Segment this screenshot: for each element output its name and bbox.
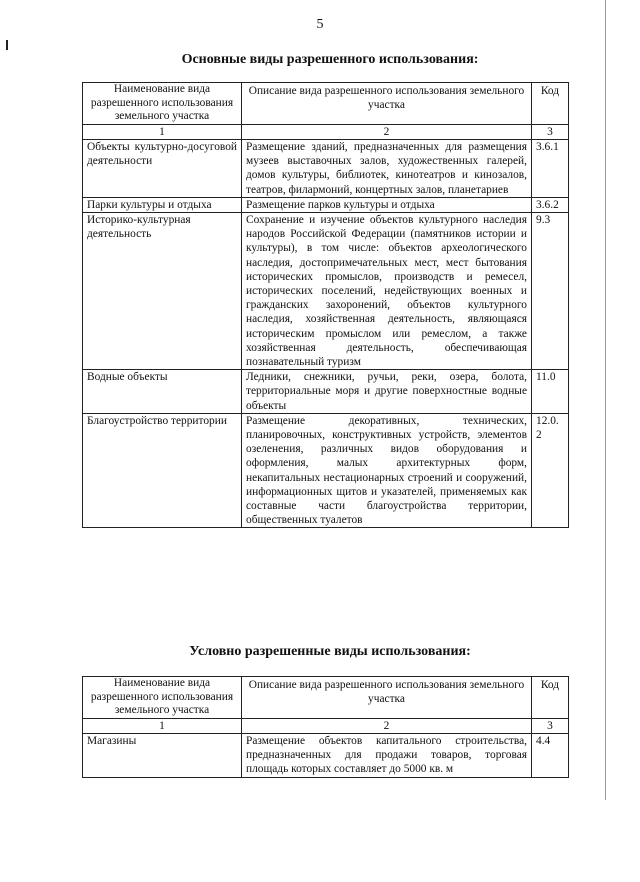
row-description: Сохранение и изучение объектов культурного наследия народов Российской Федерации (памятников истории и культуры), в том числе: объектов археологического наследия, достопримечательных мест, мест бытования исторических промыслов, производств и ремесел, исторических поселений, недействующих военных и гражданских захоронений, объектов культурного наследия, хозяйственная деятельность, являющаяся историческим промыслом или ремеслом, а также хозяйственная деятельность, обеспечивающая познавательный туризм: [242, 213, 532, 370]
scan-artifact-left: [6, 40, 8, 50]
row-code: 3.6.2: [532, 197, 569, 212]
table-row: [83, 213, 569, 370]
row-name: Объекты культурно-досуговой деятельности: [83, 139, 242, 197]
column-number: 1: [83, 124, 242, 139]
header-name: Наименование вида разрешенного использования земельного участка: [83, 677, 242, 719]
section-title-conditional: Условно разрешенные виды использования:: [189, 644, 471, 659]
header-code: Код: [532, 83, 569, 125]
row-name: Магазины: [83, 733, 242, 777]
scan-artifact-right: [605, 0, 606, 800]
column-number: 3: [532, 718, 569, 733]
main-uses-table: [82, 82, 569, 528]
row-code: 4.4: [532, 733, 569, 777]
column-number: 2: [242, 124, 532, 139]
row-name: Парки культуры и отдыха: [83, 197, 242, 212]
column-number-row: [83, 718, 569, 733]
header-name: Наименование вида разрешенного использования земельного участка: [83, 83, 242, 125]
column-number: 1: [83, 718, 242, 733]
header-description: Описание вида разрешенного использования земельного участка: [242, 677, 532, 719]
row-description: Размещение парков культуры и отдыха: [242, 197, 532, 212]
row-name: Историко-культурная деятельность: [83, 213, 242, 370]
table-row: [83, 139, 569, 197]
column-number-row: [83, 124, 569, 139]
row-code: 9.3: [532, 213, 569, 370]
table-row: [83, 413, 569, 528]
row-description: Размещение зданий, предназначенных для размещения музеев выставочных залов, художественных галерей, домов культуры, библиотек, кинотеатров и кинозалов, театров, филармоний, концертных залов, планетариев: [242, 139, 532, 197]
table-header-row: [83, 677, 569, 719]
row-name: Водные объекты: [83, 370, 242, 414]
section-title-main: Основные виды разрешенного использования:: [181, 52, 479, 67]
row-description: Ледники, снежники, ручьи, реки, озера, болота, территориальные моря и другие поверхностные водные объекты: [242, 370, 532, 414]
table-header-row: [83, 83, 569, 125]
row-code: 12.0.2: [532, 413, 569, 528]
table-row: [83, 197, 569, 212]
row-description: Размещение объектов капитального строительства, предназначенных для продажи товаров, торговая площадь которых составляет до 5000 кв. м: [242, 733, 532, 777]
row-code: 11.0: [532, 370, 569, 414]
column-number: 2: [242, 718, 532, 733]
table-row: [83, 370, 569, 414]
row-description: Размещение декоративных, технических, планировочных, конструктивных устройств, элементов озеленения, различных видов оборудования и оформления, малых архитектурных форм, некапитальных нестационарных строений и сооружений, информационных щитов и указателей, применяемых как составные части благоустройства территории, общественных туалетов: [242, 413, 532, 528]
header-code: Код: [532, 677, 569, 719]
row-code: 3.6.1: [532, 139, 569, 197]
conditional-uses-table: [82, 676, 569, 778]
table-row: [83, 733, 569, 777]
page-number: 5: [316, 17, 324, 32]
column-number: 3: [532, 124, 569, 139]
header-description: Описание вида разрешенного использования земельного участка: [242, 83, 532, 125]
row-name: Благоустройство территории: [83, 413, 242, 528]
